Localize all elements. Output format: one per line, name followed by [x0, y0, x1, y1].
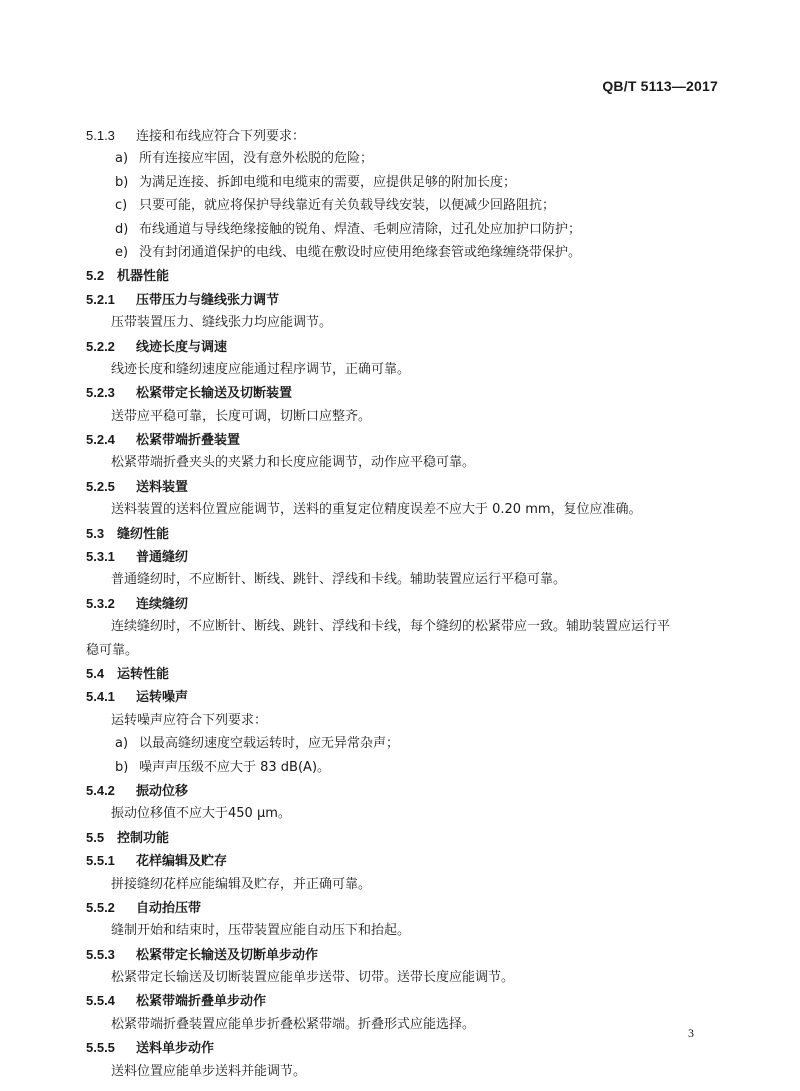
section-heading [86, 475, 726, 498]
list-item-text: 所有连接应牢固，没有意外松脱的危险； [139, 151, 374, 167]
section-heading [86, 428, 726, 451]
list-item [86, 147, 726, 170]
list-item [86, 756, 726, 779]
paragraph-text: 振动位移值不应大于450 μm。 [111, 806, 291, 822]
list-item-label: a) [115, 151, 129, 167]
section-number: 5.5.3 [86, 946, 115, 962]
body-paragraph [86, 966, 726, 989]
paragraph-text: 连续缝纫时，不应断针、断线、跳针、浮线和卡线，每个缝纫的松紧带应一致。辅助装置应运行平 [111, 619, 671, 635]
section-title: 缝纫性能 [117, 526, 170, 542]
body-paragraph [86, 311, 726, 334]
section-heading [86, 896, 726, 919]
list-item-label: c) [115, 198, 128, 214]
list-item-text: 为满足连接、拆卸电缆和电缆束的需要，应提供足够的附加长度； [139, 174, 517, 190]
paragraph-continuation [86, 639, 726, 662]
section-number: 5.4.2 [86, 782, 115, 798]
clause-line [86, 124, 726, 147]
list-item [86, 732, 726, 755]
section-number: 5.2.1 [86, 291, 115, 307]
body-paragraph [86, 919, 726, 942]
list-item [86, 194, 726, 217]
list-item [86, 218, 726, 241]
list-item-label: d) [115, 221, 129, 237]
section-heading [86, 826, 726, 849]
list-item-label: b) [115, 759, 129, 775]
list-item-text: 只要可能，就应将保护导线靠近有关负载导线安装，以便减少回路阻抗； [139, 198, 556, 214]
section-title: 连接和布线应符合下列要求： [136, 129, 306, 144]
standard-number: QB/T 5113—2017 [602, 78, 718, 94]
section-number: 5.3.1 [86, 549, 115, 565]
section-heading [86, 288, 726, 311]
list-item-text: 布线通道与导线绝缘接触的锐角、焊渣、毛刺应清除，过孔处应加护口防护； [139, 221, 582, 237]
section-number: 5.5 [86, 829, 105, 845]
list-item-text: 没有封闭通道保护的电线、电缆在敷设时应使用绝缘套管或绝缘缠绕带保护。 [139, 244, 582, 260]
section-title: 运转噪声 [136, 690, 189, 706]
paragraph-text: 缝制开始和结束时，压带装置应能自动压下和抬起。 [111, 923, 411, 939]
paragraph-text: 稳可靠。 [86, 642, 139, 658]
paragraph-text: 送料位置应能单步送料并能调节。 [111, 1063, 307, 1079]
section-number: 5.2.3 [86, 385, 115, 401]
section-heading [86, 1036, 726, 1059]
body-paragraph [86, 451, 726, 474]
section-title: 振动位移 [136, 783, 189, 799]
section-title: 普通缝纫 [136, 550, 189, 566]
section-title: 花样编辑及贮存 [136, 854, 228, 870]
section-number: 5.2 [86, 268, 105, 284]
document-body [86, 124, 726, 1083]
section-title: 送料单步动作 [136, 1041, 215, 1057]
body-paragraph [86, 873, 726, 896]
section-title: 控制功能 [117, 830, 170, 846]
body-paragraph [86, 709, 726, 732]
page-number: 3 [688, 1026, 694, 1040]
body-paragraph [86, 1013, 726, 1036]
section-number: 5.5.1 [86, 853, 115, 869]
paragraph-text: 运转噪声应符合下列要求： [111, 712, 268, 728]
section-title: 松紧带定长输送及切断装置 [136, 386, 293, 402]
body-paragraph [86, 1060, 726, 1083]
list-item-label: b) [115, 174, 129, 190]
list-item-text: 噪声声压级不应大于 83 dB(A)。 [139, 759, 331, 775]
section-number: 5.4.1 [86, 689, 115, 705]
paragraph-text: 压带装置压力、缝线张力均应能调节。 [111, 315, 333, 331]
section-heading [86, 779, 726, 802]
paragraph-text: 松紧带定长输送及切断装置应能单步送带、切带。送带长度应能调节。 [111, 970, 515, 986]
section-heading [86, 943, 726, 966]
section-heading [86, 522, 726, 545]
body-paragraph [86, 802, 726, 825]
list-item [86, 241, 726, 264]
paragraph-text: 普通缝纫时，不应断针、断线、跳针、浮线和卡线。辅助装置应运行平稳可靠。 [111, 572, 567, 588]
section-title: 机器性能 [117, 269, 170, 285]
section-heading [86, 545, 726, 568]
section-heading [86, 662, 726, 685]
body-paragraph [86, 568, 726, 591]
section-title: 连续缝纫 [136, 596, 189, 612]
section-title: 松紧带定长输送及切断单步动作 [136, 947, 319, 963]
section-heading [86, 335, 726, 358]
body-paragraph [86, 498, 726, 521]
section-number: 5.5.2 [86, 899, 115, 915]
paragraph-text: 松紧带端折叠夹头的夹紧力和长度应能调节，动作应平稳可靠。 [111, 455, 476, 471]
paragraph-text: 送料装置的送料位置应能调节，送料的重复定位精度误差不应大于 0.20 mm，复位应准确。 [111, 502, 642, 518]
section-number: 5.4 [86, 665, 105, 681]
body-paragraph [86, 358, 726, 381]
list-item-label: a) [115, 736, 129, 752]
section-title: 线迹长度与调速 [136, 339, 228, 355]
section-heading [86, 685, 726, 708]
paragraph-text: 松紧带端折叠装置应能单步折叠松紧带端。折叠形式应能选择。 [111, 1016, 476, 1032]
section-heading [86, 989, 726, 1012]
section-title: 压带压力与缝线张力调节 [136, 292, 280, 308]
body-paragraph [86, 405, 726, 428]
section-title: 松紧带端折叠装置 [136, 433, 241, 449]
section-number: 5.3 [86, 525, 105, 541]
section-number: 5.1.3 [86, 128, 115, 143]
section-number: 5.3.2 [86, 595, 115, 611]
list-item-text: 以最高缝纫速度空载运转时，应无异常杂声； [139, 736, 400, 752]
list-item [86, 171, 726, 194]
section-number: 5.5.4 [86, 993, 115, 1009]
paragraph-text: 拼接缝纫花样应能编辑及贮存，并正确可靠。 [111, 876, 372, 892]
section-title: 自动抬压带 [136, 900, 202, 916]
section-heading [86, 849, 726, 872]
section-title: 松紧带端折叠单步动作 [136, 994, 267, 1010]
section-number: 5.2.4 [86, 432, 115, 448]
list-item-label: e) [115, 244, 129, 260]
paragraph-text: 线迹长度和缝纫速度应能通过程序调节，正确可靠。 [111, 361, 411, 377]
section-heading [86, 264, 726, 287]
section-title: 送料装置 [136, 479, 189, 495]
section-number: 5.5.5 [86, 1040, 115, 1056]
section-number: 5.2.2 [86, 338, 115, 354]
paragraph-text: 送带应平稳可靠，长度可调，切断口应整齐。 [111, 408, 372, 424]
section-title: 运转性能 [117, 666, 170, 682]
section-heading [86, 592, 726, 615]
section-number: 5.2.5 [86, 478, 115, 494]
section-heading [86, 381, 726, 404]
body-paragraph [86, 615, 726, 638]
